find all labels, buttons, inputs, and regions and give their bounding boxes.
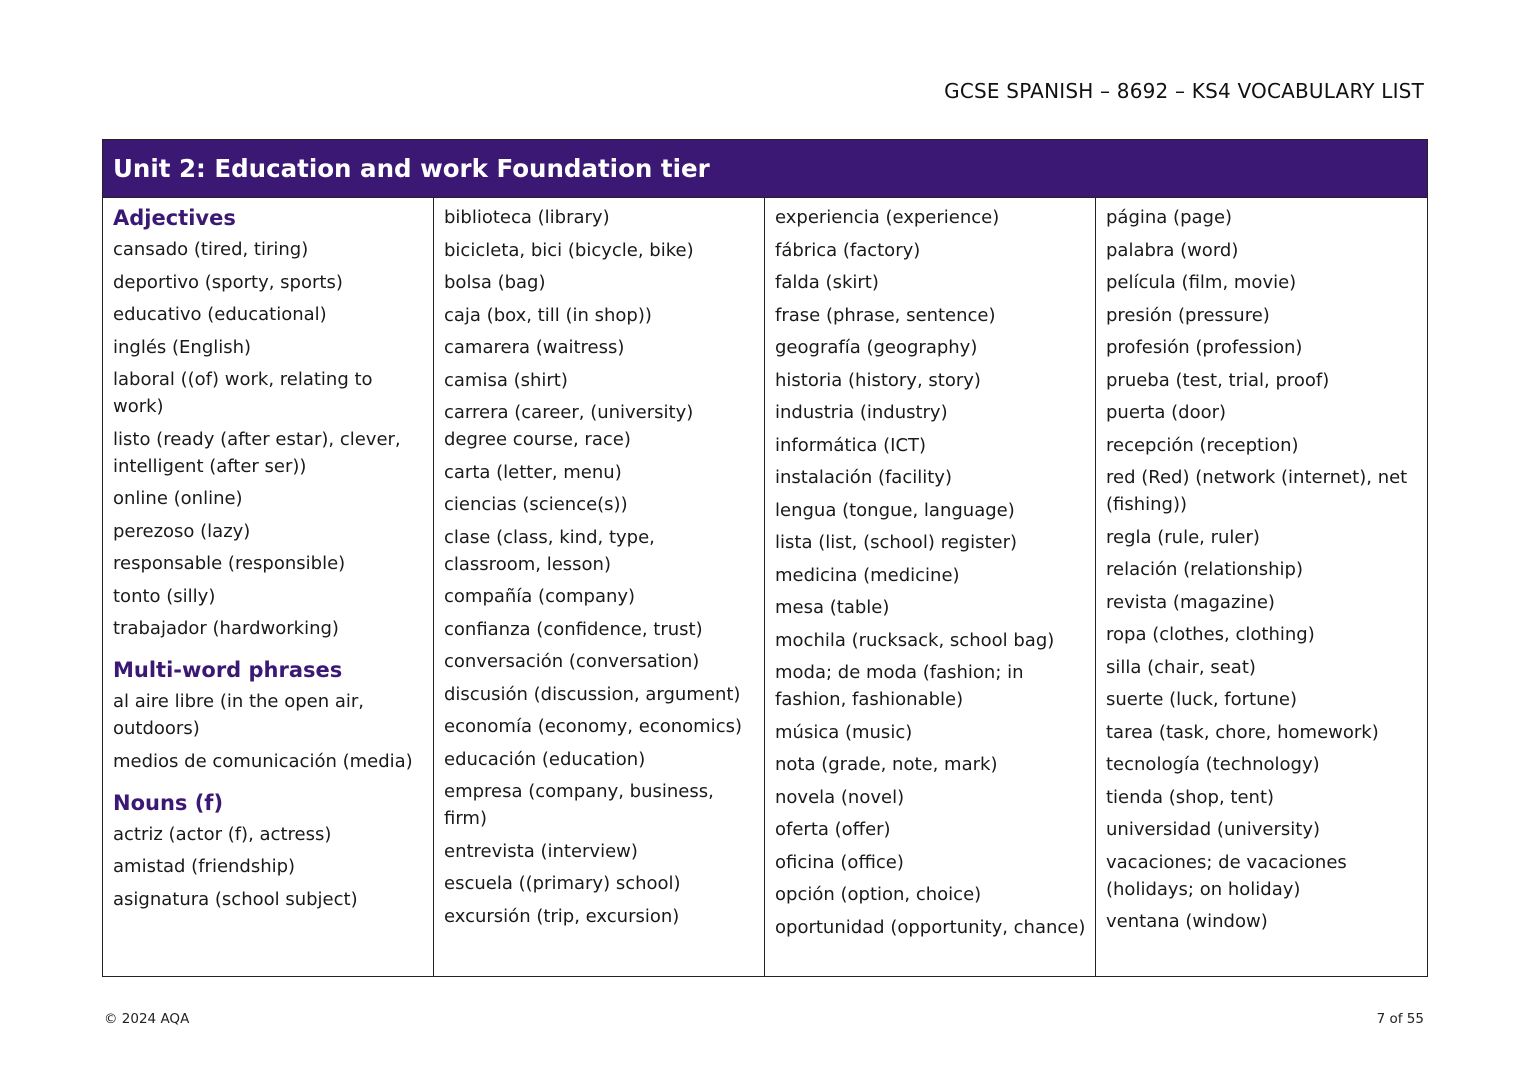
vocabulary-entry: educativo (educational)	[113, 304, 327, 325]
vocabulary-entry: actriz (actor (f), actress)	[113, 823, 332, 845]
vocabulary-entry: revista (magazine)	[1106, 591, 1275, 613]
vocabulary-entry: ropa (clothes, clothing)	[1106, 624, 1315, 645]
vocabulary-entry: tecnología (technology)	[1106, 754, 1320, 775]
vocabulary-entry: informática (ICT)	[775, 434, 927, 456]
vocabulary-entry: conversación (conversation)	[444, 651, 700, 672]
vocabulary-entry: vacaciones; de vacaciones (holidays; on holiday)	[1106, 851, 1347, 900]
vocabulary-entry: caja (box, till (in shop))	[444, 304, 652, 326]
vocabulary-entry: amistad (friendship)	[113, 856, 296, 877]
vocabulary-entry: al aire libre (in the open air, outdoors)	[113, 691, 365, 739]
section-heading: Adjectives	[113, 206, 236, 230]
vocabulary-entry: película (film, movie)	[1106, 272, 1297, 293]
vocabulary-entry: tonto (silly)	[113, 585, 216, 607]
vocabulary-table	[102, 139, 1428, 977]
vocabulary-entry: falda (skirt)	[775, 272, 879, 293]
vocabulary-entry: compañía (company)	[444, 586, 636, 607]
vocabulary-entry: deportivo (sporty, sports)	[113, 271, 343, 293]
vocabulary-entry: mesa (table)	[775, 597, 890, 618]
vocabulary-column	[1096, 198, 1427, 976]
vocabulary-entry: escuela ((primary) school)	[444, 873, 681, 894]
vocabulary-entry: universidad (university)	[1106, 819, 1321, 840]
vocabulary-entry: palabra (word)	[1106, 239, 1239, 261]
vocabulary-entry: recepción (reception)	[1106, 434, 1299, 456]
vocabulary-entry: puerta (door)	[1106, 402, 1227, 423]
vocabulary-entry: camisa (shirt)	[444, 369, 568, 391]
vocabulary-column	[103, 198, 434, 976]
vocabulary-entry: prueba (test, trial, proof)	[1106, 369, 1330, 391]
table-title: Unit 2: Education and work Foundation tier	[113, 154, 710, 183]
vocabulary-entry: historia (history, story)	[775, 369, 981, 391]
vocabulary-entry: oficina (office)	[775, 851, 904, 873]
vocabulary-entry: geografía (geography)	[775, 337, 978, 358]
vocabulary-entry: fábrica (factory)	[775, 239, 921, 261]
vocabulary-entry: red (Red) (network (internet), net (fishing))	[1106, 467, 1408, 515]
vocabulary-entry: oportunidad (opportunity, chance)	[775, 916, 1086, 938]
vocabulary-entry: educación (education)	[444, 748, 646, 770]
vocabulary-entry: biblioteca (library)	[444, 207, 610, 228]
vocabulary-entry: medicina (medicine)	[775, 564, 960, 586]
vocabulary-entry: online (online)	[113, 488, 243, 509]
vocabulary-entry: tienda (shop, tent)	[1106, 786, 1275, 808]
vocabulary-entry: ventana (window)	[1106, 911, 1268, 932]
vocabulary-entry: responsable (responsible)	[113, 553, 346, 574]
vocabulary-entry: medios de comunicación (media)	[113, 750, 413, 772]
vocabulary-column	[765, 198, 1096, 976]
footer-copyright: © 2024 AQA	[104, 1011, 190, 1027]
vocabulary-entry: lengua (tongue, language)	[775, 499, 1015, 521]
vocabulary-column	[434, 198, 765, 976]
vocabulary-entry: industria (industry)	[775, 402, 948, 423]
vocabulary-entry: listo (ready (after estar), clever, intelligent (after ser))	[113, 428, 401, 477]
vocabulary-entry: mochila (rucksack, school bag)	[775, 629, 1055, 651]
vocabulary-entry: oferta (offer)	[775, 819, 891, 840]
vocabulary-entry: silla (chair, seat)	[1106, 656, 1256, 678]
document-header: GCSE SPANISH – 8692 – KS4 VOCABULARY LIST	[944, 79, 1424, 103]
vocabulary-entry: suerte (luck, fortune)	[1106, 689, 1298, 710]
vocabulary-entry: empresa (company, business, firm)	[444, 781, 714, 829]
vocabulary-entry: trabajador (hardworking)	[113, 618, 339, 639]
vocabulary-entry: laboral ((of) work, relating to work)	[113, 369, 373, 417]
vocabulary-entry: discusión (discussion, argument)	[444, 683, 741, 705]
vocabulary-entry: lista (list, (school) register)	[775, 532, 1018, 553]
vocabulary-entry: ciencias (science(s))	[444, 494, 628, 515]
vocabulary-entry: relación (relationship)	[1106, 559, 1303, 580]
vocabulary-entry: entrevista (interview)	[444, 840, 638, 862]
vocabulary-entry: música (music)	[775, 721, 913, 743]
vocabulary-entry: confianza (confidence, trust)	[444, 618, 703, 640]
vocabulary-entry: inglés (English)	[113, 336, 252, 358]
vocabulary-entry: profesión (profession)	[1106, 337, 1303, 358]
vocabulary-entry: moda; de moda (fashion; in fashion, fashionable)	[775, 662, 1024, 710]
vocabulary-entry: asignatura (school subject)	[113, 888, 358, 910]
vocabulary-entry: regla (rule, ruler)	[1106, 526, 1260, 548]
section-heading: Nouns (f)	[113, 790, 224, 815]
vocabulary-entry: instalación (facility)	[775, 467, 952, 488]
vocabulary-entry: novela (novel)	[775, 786, 905, 808]
vocabulary-entry: economía (economy, economics)	[444, 716, 742, 737]
vocabulary-entry: experiencia (experience)	[775, 207, 1000, 228]
vocabulary-entry: presión (pressure)	[1106, 304, 1270, 326]
vocabulary-entry: perezoso (lazy)	[113, 520, 251, 542]
vocabulary-entry: bicicleta, bici (bicycle, bike)	[444, 239, 694, 261]
vocabulary-entry: clase (class, kind, type, classroom, lesson)	[444, 526, 655, 575]
vocabulary-entry: camarera (waitress)	[444, 337, 625, 358]
vocabulary-entry: bolsa (bag)	[444, 272, 546, 293]
section-heading: Multi-word phrases	[113, 658, 343, 682]
vocabulary-entry: frase (phrase, sentence)	[775, 304, 996, 326]
table-title-bar	[103, 140, 1427, 198]
vocabulary-entry: excursión (trip, excursion)	[444, 905, 680, 927]
vocabulary-entry: carta (letter, menu)	[444, 461, 622, 483]
vocabulary-entry: cansado (tired, tiring)	[113, 239, 309, 260]
vocabulary-entry: carrera (career, (university) degree course, race)	[444, 402, 694, 450]
vocabulary-entry: página (page)	[1106, 207, 1233, 228]
vocabulary-entry: tarea (task, chore, homework)	[1106, 721, 1379, 743]
vocabulary-columns	[103, 198, 1427, 976]
vocabulary-entry: nota (grade, note, mark)	[775, 754, 998, 775]
footer-page-number: 7 of 55	[1376, 1011, 1424, 1027]
vocabulary-entry: opción (option, choice)	[775, 884, 982, 905]
